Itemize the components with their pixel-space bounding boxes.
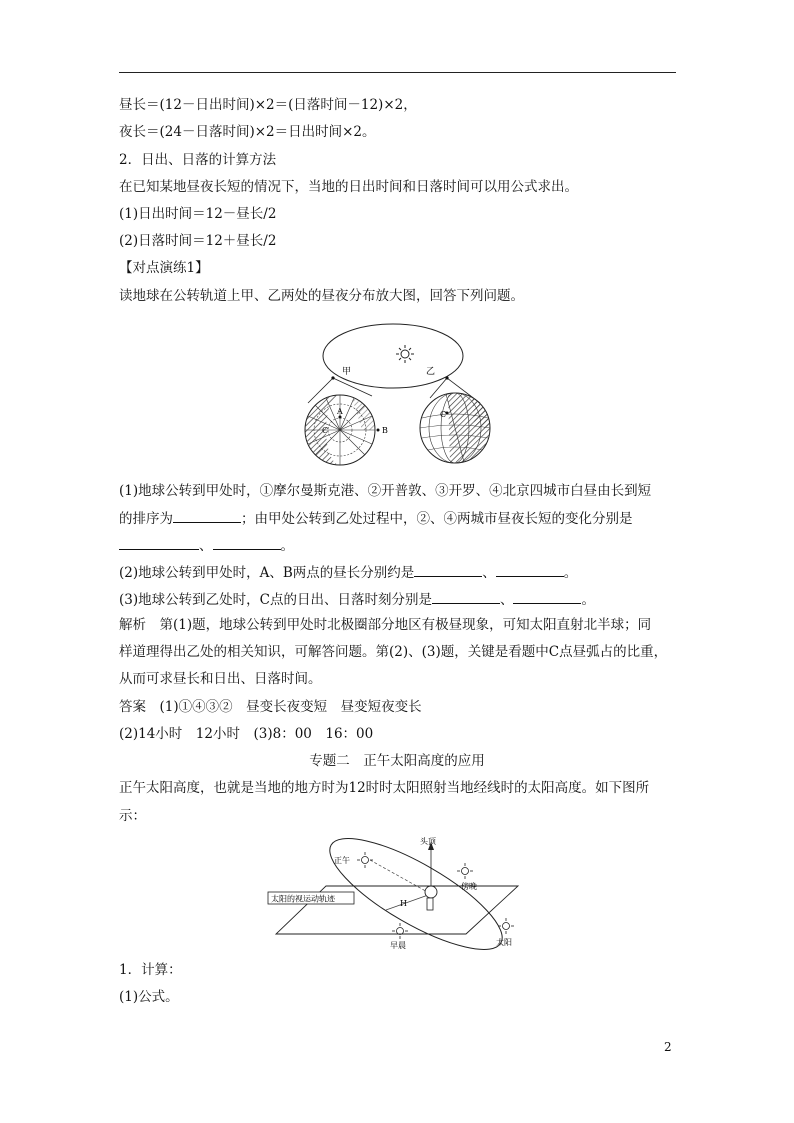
period: 。 bbox=[563, 565, 578, 581]
sun-noon-icon bbox=[357, 852, 373, 868]
period: 。 bbox=[280, 538, 294, 554]
label-dawn: 早晨 bbox=[390, 941, 406, 950]
label-yi: 乙 bbox=[426, 367, 436, 377]
text-line: 正午太阳高度，也就是当地的地方时为12时时太阳照射当地经线时的太阳高度。如下图所 bbox=[119, 780, 650, 796]
separator: 、 bbox=[199, 538, 213, 554]
label-c-right: C bbox=[440, 410, 447, 419]
answer-blank[interactable] bbox=[173, 508, 241, 523]
text-line: (1)公式。 bbox=[119, 989, 179, 1005]
exercise-heading: 【对点演练1】 bbox=[119, 260, 209, 276]
answer-blank[interactable] bbox=[513, 589, 581, 604]
label-b: B bbox=[382, 426, 388, 435]
period: 。 bbox=[581, 592, 595, 608]
question-text: ；由甲处公转到乙处过程中，②、④两城市昼夜长短的变化分别是 bbox=[241, 511, 633, 527]
answer-blank[interactable] bbox=[119, 535, 199, 550]
question-1-line-3 bbox=[119, 535, 294, 556]
text-line: 读地球在公转轨道上甲、乙两处的昼夜分布放大图，回答下列问题。 bbox=[119, 288, 524, 304]
answer-blank[interactable] bbox=[496, 562, 564, 577]
separator: 、 bbox=[482, 565, 496, 581]
sun-legend-icon bbox=[498, 918, 514, 934]
separator: 、 bbox=[499, 592, 514, 608]
text-line: 在已知某地昼夜长短的情况下，当地的日出时间和日落时间可以用公式求出。 bbox=[119, 179, 578, 195]
question-1-line-2 bbox=[119, 508, 633, 529]
globe-jia bbox=[305, 395, 388, 465]
analysis-line: 解析 第(1)题，地球公转到甲处时北极圈部分地区有极昼现象，可知太阳直射北半球；同 bbox=[119, 617, 652, 633]
question-text: (3)地球公转到乙处时，C点的日出、日落时刻分别是 bbox=[119, 592, 432, 608]
label-jia: 甲 bbox=[342, 367, 352, 377]
answer-line: (2)14小时 12小时 (3)8：00 16：00 bbox=[119, 726, 374, 742]
label-a: A bbox=[337, 407, 343, 416]
label-c-left: C bbox=[322, 426, 329, 435]
label-noon: 正午 bbox=[334, 856, 350, 865]
header-rule bbox=[119, 72, 676, 73]
section-heading: 1．计算： bbox=[119, 962, 182, 978]
analysis-line: 样道理得出乙处的相关知识，可解答问题。第(2)、(3)题，关键是看题中C点昼弧占的比重， bbox=[119, 644, 668, 660]
question-text: 的排序为 bbox=[119, 511, 173, 527]
text-line: 夜长＝(24－日落时间)×2＝日出时间×2。 bbox=[119, 124, 376, 140]
text-line: (2)日落时间＝12＋昼长/2 bbox=[119, 233, 277, 249]
globe-yi bbox=[420, 393, 490, 463]
question-3 bbox=[119, 589, 595, 610]
earth-orbit-figure bbox=[300, 318, 496, 478]
label-zenith: 头顶 bbox=[420, 837, 436, 846]
page-number: 2 bbox=[664, 1040, 672, 1054]
answer-blank[interactable] bbox=[432, 589, 500, 604]
question-text: (2)地球公转到甲处时，A、B两点的昼长分别约是 bbox=[119, 565, 415, 581]
sun-icon bbox=[396, 345, 414, 363]
question-1-line-1: (1)地球公转到甲处时，①摩尔曼斯克港、②开普敦、③开罗、④北京四城市白昼由长到短 bbox=[119, 483, 652, 499]
answer-blank[interactable] bbox=[213, 535, 281, 550]
answer-blank[interactable] bbox=[414, 562, 482, 577]
text-line: 示： bbox=[119, 808, 146, 824]
label-sun: 太阳 bbox=[496, 938, 512, 947]
sun-dusk-icon bbox=[457, 863, 473, 879]
answer-line: 答案 (1)①④③② 昼变长夜变短 昼变短夜变长 bbox=[119, 699, 422, 715]
analysis-line: 从而可求昼长和日出、日落时间。 bbox=[119, 671, 322, 687]
section-heading: 2．日出、日落的计算方法 bbox=[119, 152, 277, 168]
question-2 bbox=[119, 562, 577, 583]
sun-altitude-figure bbox=[266, 832, 528, 952]
label-h: H bbox=[400, 899, 407, 908]
orbit-ellipse bbox=[323, 324, 463, 388]
text-line: 昼长＝(12－日出时间)×2＝(日落时间－12)×2， bbox=[119, 97, 417, 113]
topic-title: 专题二 正午太阳高度的应用 bbox=[309, 753, 485, 769]
label-sun-path: 太阳的视运动轨迹 bbox=[271, 894, 335, 904]
label-dusk: 傍晚 bbox=[461, 882, 477, 891]
text-line: (1)日出时间＝12－昼长/2 bbox=[119, 206, 277, 222]
